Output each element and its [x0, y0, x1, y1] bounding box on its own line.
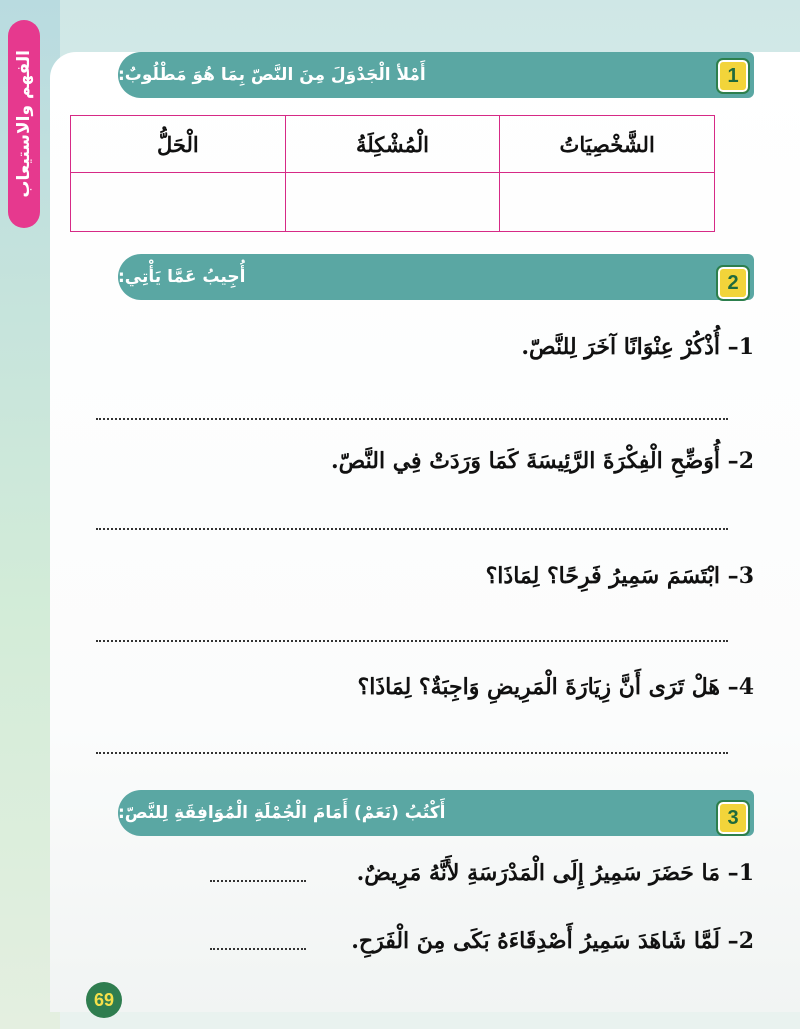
- answer-cell-characters[interactable]: [500, 173, 715, 232]
- section-3-title: أَكْتُبُ (نَعَمْ) أَمَامَ الْجُمْلَةِ الْمُوَافِقَةِ لِلنَّصّ:: [118, 803, 446, 823]
- table-header-problem: الْمُشْكِلَةُ: [285, 116, 500, 173]
- table-header-solution: الْحَلُّ: [71, 116, 286, 173]
- section-2-number: 2: [727, 271, 739, 294]
- question-3: 3– ابْتَسَمَ سَمِيرُ فَرِحًا؟ لِمَاذَا؟: [485, 563, 754, 589]
- answer-line-4[interactable]: [96, 752, 728, 754]
- section-1-header: [118, 52, 754, 98]
- section-2-title: أُجِيبُ عَمَّا يَأْتِي:: [118, 267, 246, 287]
- answer-table: [70, 115, 715, 232]
- section-2-badge: [716, 265, 750, 301]
- question-4: 4– هَلْ تَرَى أَنَّ زِيَارَةَ الْمَرِيضِ وَاجِبَةٌ؟ لِمَاذَا؟: [357, 674, 754, 700]
- answer-line-1[interactable]: [96, 418, 728, 420]
- question-2: 2– أُوَضِّحِ الْفِكْرَةَ الرَّئِيسَةَ كَمَا وَرَدَتْ فِي النَّصّ.: [330, 448, 754, 474]
- statement-1: 1– مَا حَضَرَ سَمِيرُ إِلَى الْمَدْرَسَةِ لأَنَّهُ مَرِيضٌ.: [356, 860, 754, 886]
- table-header-characters: الشَّخْصِيَاتُ: [500, 116, 715, 173]
- table-answer-row: [71, 173, 715, 232]
- answer-line-3[interactable]: [96, 640, 728, 642]
- section-3-badge: [716, 800, 750, 836]
- statement-2: 2– لَمَّا شَاهَدَ سَمِيرُ أَصْدِقَاءَهُ بَكَى مِنَ الْفَرَحِ.: [351, 928, 754, 954]
- table-header-row: [71, 116, 715, 173]
- statement-2-answer-line[interactable]: [210, 948, 306, 950]
- page-number-badge: [86, 982, 122, 1018]
- section-3-header: [118, 790, 754, 836]
- section-1-badge: [716, 58, 750, 94]
- question-1: 1– أُذْكُرْ عِنْوَانًا آخَرَ لِلنَّصّ.: [521, 334, 754, 360]
- side-tab: [8, 20, 40, 228]
- answer-line-2[interactable]: [96, 528, 728, 530]
- side-tab-label: الفهم والاستيعاب: [14, 50, 34, 198]
- page-number: 69: [93, 989, 115, 1010]
- section-3-number: 3: [727, 806, 739, 829]
- section-2-header: [118, 254, 754, 300]
- statement-1-answer-line[interactable]: [210, 880, 306, 882]
- section-1-title: أَمْلأ الْجَدْوَلَ مِنَ النَّصّ بِمَا هُوَ مَطْلُوبٌ:: [118, 65, 426, 85]
- answer-cell-problem[interactable]: [285, 173, 500, 232]
- answer-cell-solution[interactable]: [71, 173, 286, 232]
- section-1-number: 1: [727, 64, 739, 87]
